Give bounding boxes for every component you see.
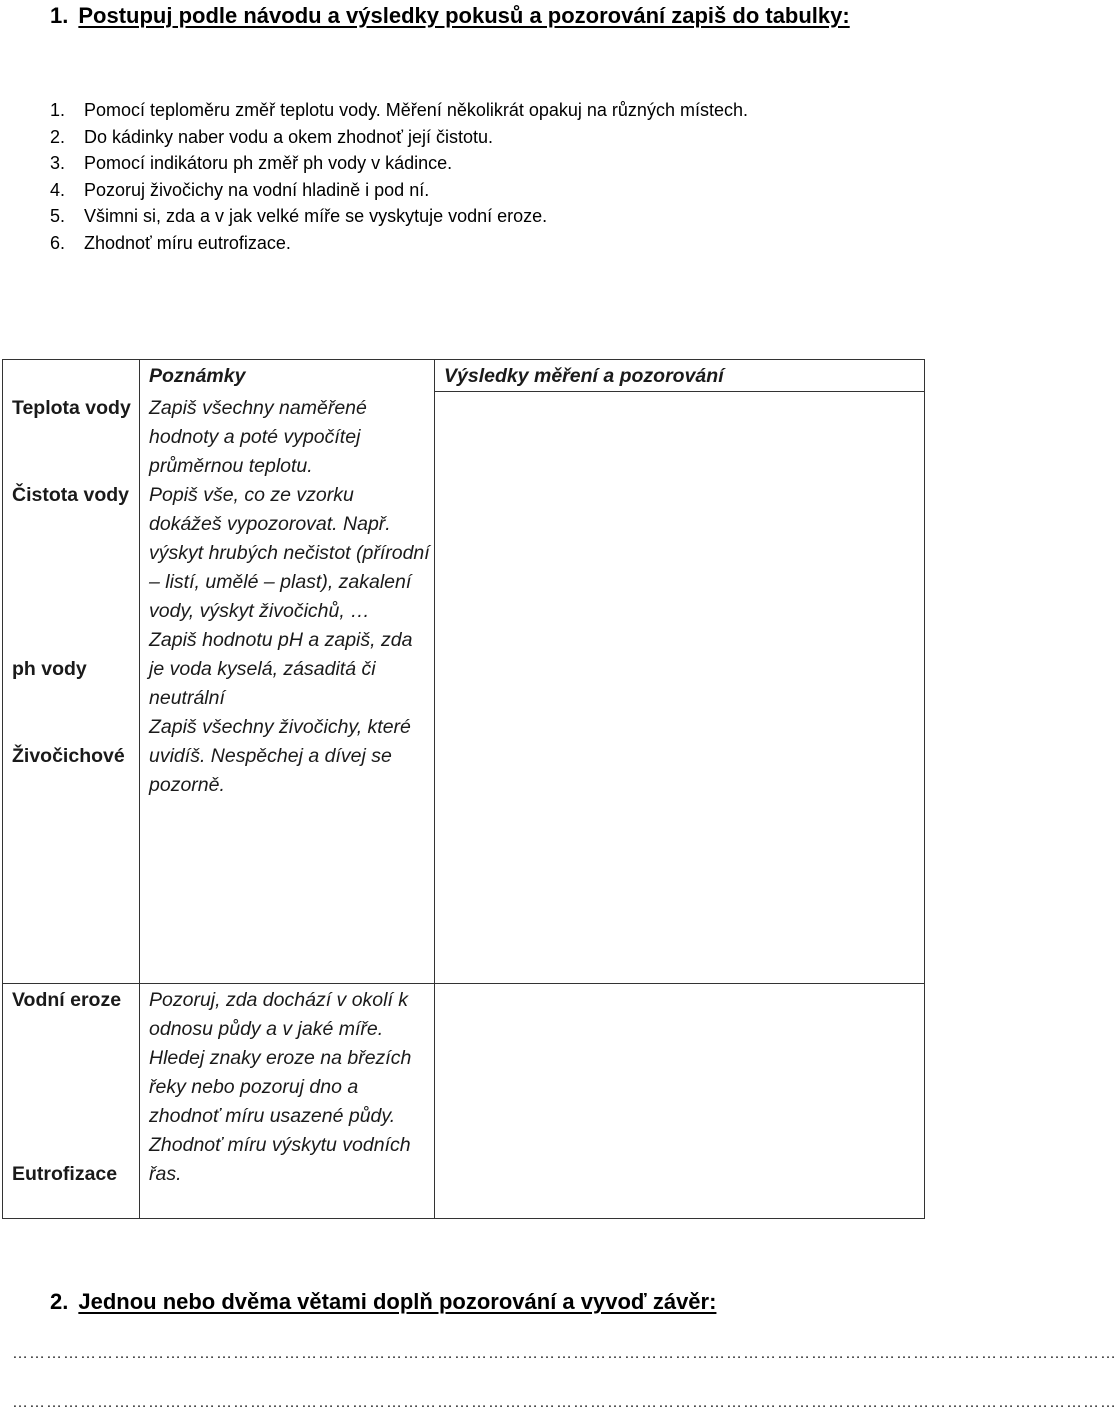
topics-cell bbox=[3, 984, 140, 1219]
answer-line[interactable]: …………………………………………………………………………………………………………………………………………………………………………… bbox=[12, 1345, 1117, 1362]
observation-table bbox=[2, 359, 925, 1219]
note-zivocichove: Zapiš všechny živočichy, které uvidíš. Nespěchej a dívej se pozorně. bbox=[149, 715, 411, 796]
table-row bbox=[3, 392, 925, 984]
note-eroze: Pozoruj, zda dochází v okolí k odnosu půdy a v jaké míře. Hledej znaky eroze na březích řeky nebo pozoruj dno a zhodnoť míru usazené půdy. bbox=[149, 989, 412, 1127]
heading-number: 2. bbox=[50, 1289, 69, 1314]
instruction-item: 3. Pomocí indikátoru ph změř ph vody v kádince. bbox=[50, 153, 453, 173]
topic-ph: ph vody bbox=[12, 657, 87, 680]
topic-eroze: Vodní eroze bbox=[12, 989, 122, 1011]
empty-header-cell bbox=[3, 360, 140, 392]
instruction-item: 6. Zhodnoť míru eutrofizace. bbox=[50, 232, 291, 253]
instruction-item: 2. Do kádinky naber vodu a okem zhodnoť její čistotu. bbox=[50, 126, 493, 147]
notes-cell bbox=[140, 984, 435, 1219]
note-ph: Zapiš hodnotu pH a zapiš, zda je voda kyselá, zásaditá či neutrální bbox=[149, 628, 413, 709]
topic-teplota: Teplota vody bbox=[12, 396, 131, 419]
instruction-list bbox=[50, 97, 748, 256]
topic-cistota: Čistota vody bbox=[12, 483, 130, 506]
notes-cell bbox=[140, 392, 435, 984]
heading-number: 1. bbox=[50, 3, 69, 28]
topic-eutrofizace: Eutrofizace bbox=[12, 1163, 118, 1185]
note-cistota: Popiš vše, co ze vzorku dokážeš vypozorovat. Např. výskyt hrubých nečistot (přírodní – listí, umělé – plast), zakalení vody, výskyt živočichů, … bbox=[149, 483, 430, 622]
heading-task-1 bbox=[50, 2, 850, 30]
instruction-item: 5. Všimni si, zda a v jak velké míře se vyskytuje vodní eroze. bbox=[50, 206, 548, 226]
table-header-row bbox=[3, 360, 925, 392]
heading-task-2 bbox=[50, 1288, 716, 1316]
notes-header: Poznámky bbox=[140, 360, 435, 392]
topics-cell bbox=[3, 392, 140, 984]
table-row bbox=[3, 984, 925, 1219]
results-cell[interactable] bbox=[435, 392, 925, 984]
note-eutrofizace: Zhodnoť míru výskytu vodních řas. bbox=[149, 1134, 411, 1185]
heading-text: Postupuj podle návodu a výsledky pokusů a pozorování zapiš do tabulky: bbox=[78, 3, 850, 28]
topic-zivocichove: Živočichové bbox=[12, 744, 125, 767]
instruction-item: 4. Pozoruj živočichy na vodní hladině i pod ní. bbox=[50, 179, 430, 200]
heading-text: Jednou nebo dvěma větami doplň pozorování a vyvoď závěr: bbox=[78, 1289, 717, 1314]
answer-line[interactable]: …………………………………………………………………………………………………………………………………………………………………………… bbox=[12, 1394, 1117, 1411]
instruction-item: 1. Pomocí teploměru změř teplotu vody. Měření několikrát opakuj na různých místech. bbox=[50, 100, 748, 120]
results-header: Výsledky měření a pozorování bbox=[435, 360, 925, 392]
results-cell[interactable] bbox=[435, 984, 925, 1219]
note-teplota: Zapiš všechny naměřené hodnoty a poté vypočítej průměrnou teplotu. bbox=[149, 396, 367, 477]
